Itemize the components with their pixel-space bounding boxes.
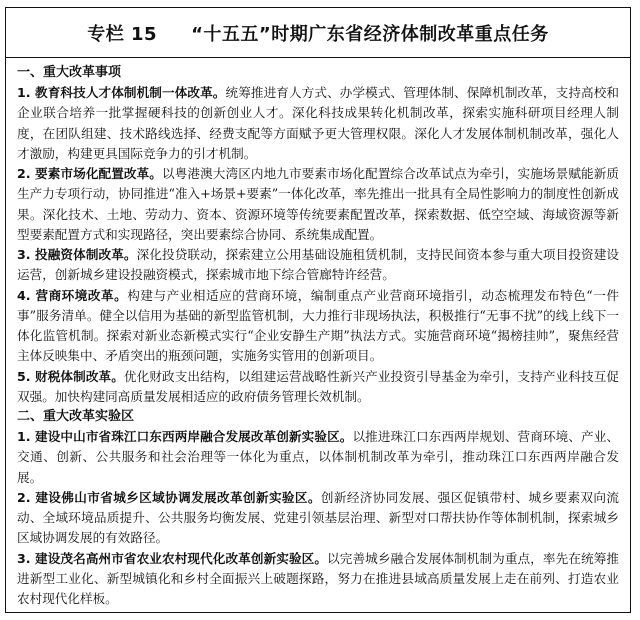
item-text: 以粤港澳大湾区内地九市要素市场化配置综合改革试点为牵引，实施场景赋能新质生产力专项行动，协同推进“准入+场景+要素”一体化改革，率先推出一批具有全局性影响力的制度性创新成果。深化技术、土地、劳动力、资本、资源环境等传统要素配置改革，探索数据、低空空域、海域资源等新型要素配置方式和实现路径，突出要素综合协同、系统集成配置。 <box>17 166 620 242</box>
box-title: “十五五”时期广东省经济体制改革重点任务 <box>191 23 549 45</box>
box-label: 专栏 15 <box>87 23 158 45</box>
list-item <box>17 245 619 286</box>
item-lead: 4. 营商环境改革。 <box>17 287 128 303</box>
item-text: 优化财政支出结构，以组建运营战略性新兴产业投资引导基金为牵引，支持产业科技互促双强。加快构建同高质量发展相适应的政府债务管理长效机制。 <box>17 368 620 404</box>
list-item <box>17 427 619 488</box>
item-lead: 5. 财税体制改革。 <box>17 368 124 384</box>
item-text: 以完善城乡融合发展体制机制为重点，率先在统筹推进新型工业化、新型城镇化和乡村全面振兴上破题探路，努力在推进县域高质量发展上走在前列、打造农业农村现代化样板。 <box>17 550 620 606</box>
list-item <box>17 83 619 164</box>
item-text: 以推进珠江口东西两岸规划、营商环境、产业、交通、创新、公共服务和社会治理等一体化为重点，以体制机制改革为牵引，推动珠江口东西两岸融合发展。 <box>17 429 620 485</box>
list-item <box>17 549 619 610</box>
item-text: 构建与产业相适应的营商环境，编制重点产业营商环境指引，动态梳理发布特色“一件事”服务清单。健全以信用为基础的新型监管机制，大力推行非现场执法，积极推行“无事不扰”的线上线下一体化监管机制。探索对新业态新模式实行“企业安静生产期”执法方式。实施营商环境“揭榜挂帅”，聚焦经营主体反映集中、矛盾突出的瓶颈问题，实施务实管用的创新项目。 <box>17 287 619 364</box>
list-item <box>17 488 619 549</box>
item-text: 深化投贷联动，探索建立公用基础设施租赁机制，支持民间资本参与重大项目投资建设运营，创新城乡建设投融资模式，探索城市地下综合管廊特许经营。 <box>17 247 620 283</box>
item-lead: 2. 建设佛山市省城乡区域协调发展改革创新实验区。 <box>17 489 321 505</box>
item-lead: 3. 投融资体制改革。 <box>17 247 137 262</box>
item-text: 统筹推进育人方式、办学模式、管理体制、保障机制改革，支持高校和企业联合培养一批掌握硬科技的创新创业人才。深化科技成果转化机制改革，探索实施科研项目经理人制度，在团队组建、技术路线选择、经费支配等方面赋予更大管理权限。深化人才发展体制机制改革，强化人才激励，构建更具国际竞争力的引才机制。 <box>17 85 620 161</box>
box-header <box>6 8 630 58</box>
box-content <box>6 58 630 609</box>
item-lead: 3. 建设茂名高州市省农业农村现代化改革创新实验区。 <box>17 550 328 566</box>
list-item <box>17 286 619 367</box>
item-lead: 1. 教育科技人才体制机制一体改革。 <box>17 85 226 100</box>
item-lead: 1. 建设中山市省珠江口东西两岸融合发展改革创新实验区。 <box>17 429 353 444</box>
list-item <box>17 367 619 408</box>
feature-box <box>5 7 631 613</box>
item-lead: 2. 要素市场化配置改革。 <box>17 166 163 181</box>
list-item <box>17 164 619 245</box>
section-heading: 二、重大改革实验区 <box>17 409 135 424</box>
section-heading: 一、重大改革事项 <box>17 65 122 80</box>
item-text: 创新经济协同发展、强区促镇带村、城乡要素双向流动、全域环境品质提升、公共服务均衡发展、党建引领基层治理、新型对口帮扶协作等体制机制，探索城乡区域协调发展的有效路径。 <box>17 489 619 546</box>
